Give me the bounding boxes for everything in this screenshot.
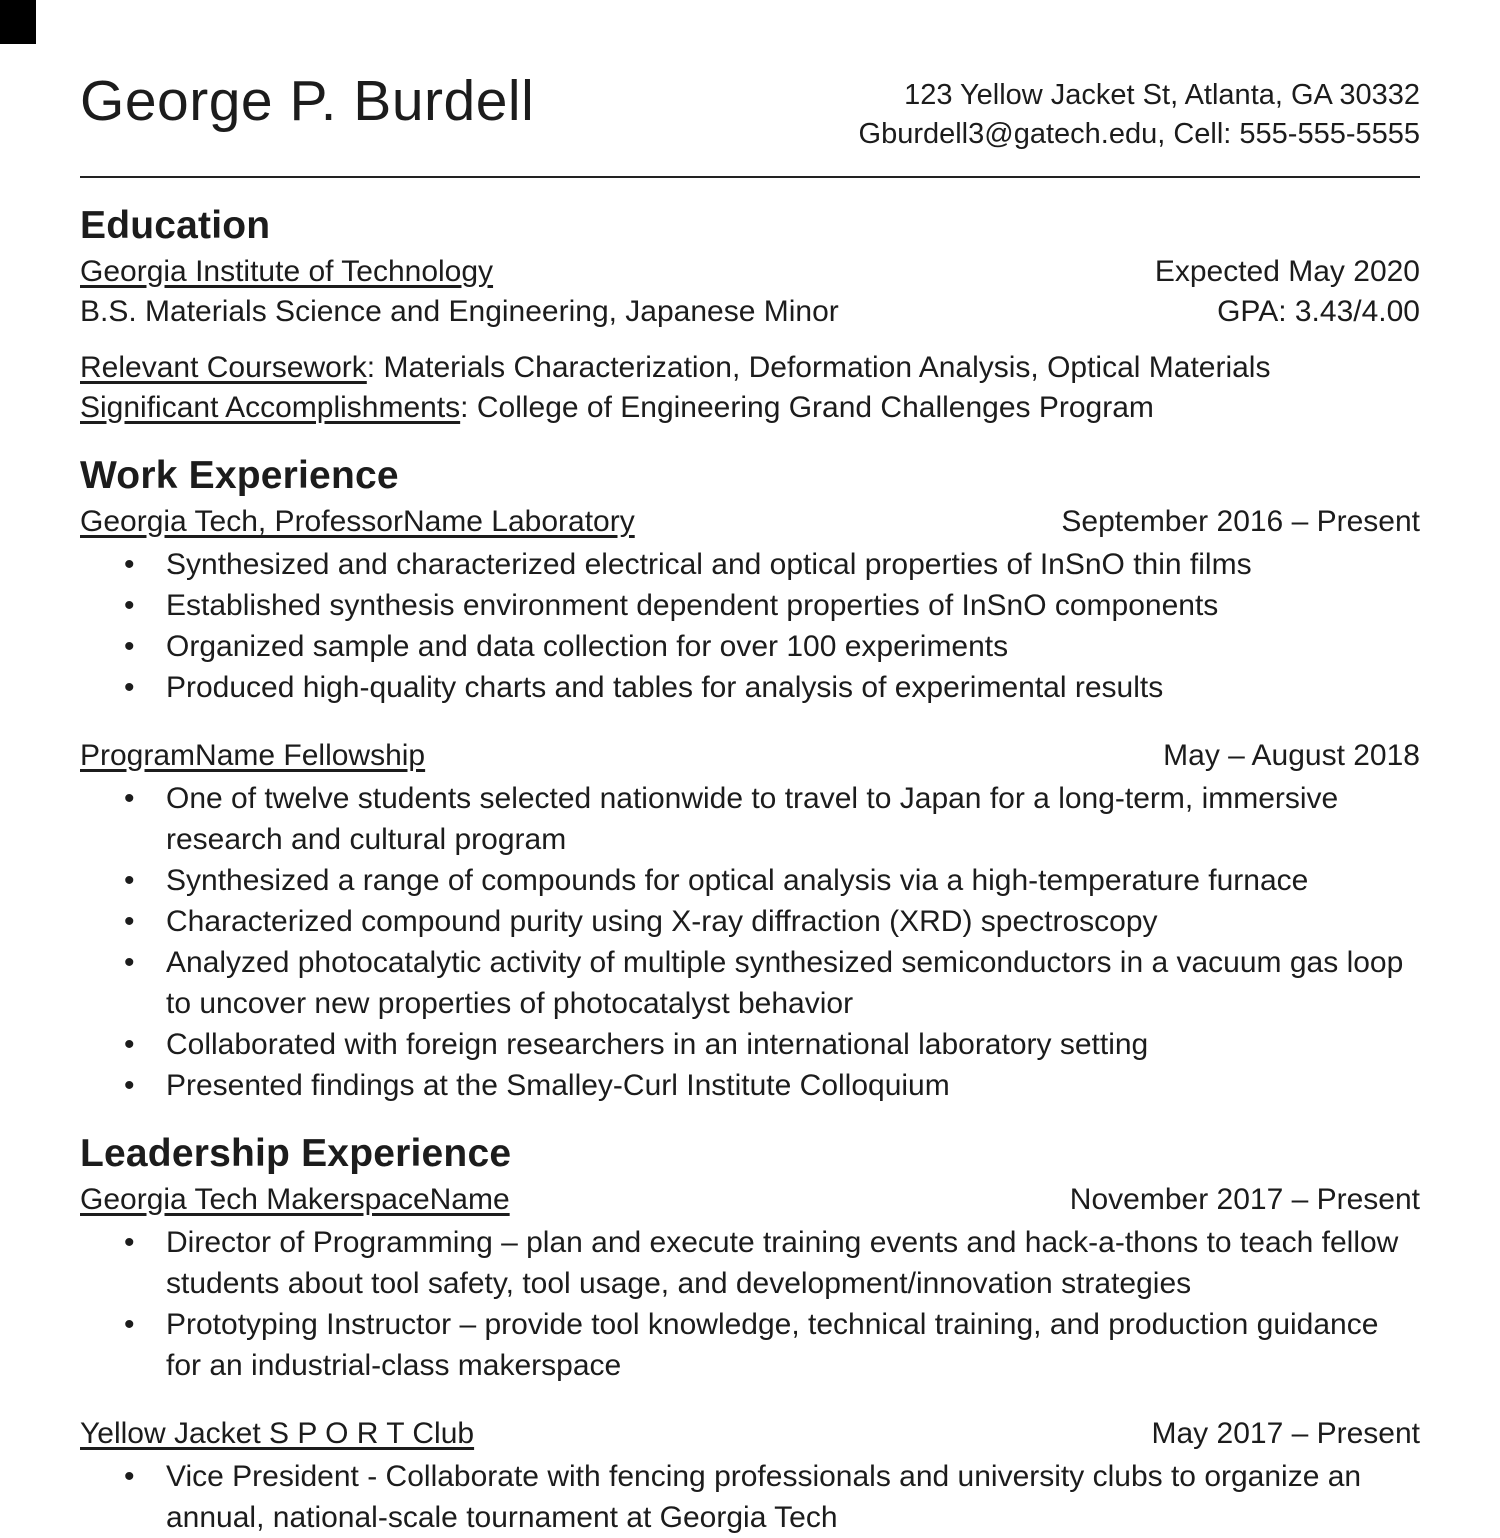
leadership-dates: November 2017 – Present [1069, 1183, 1420, 1216]
contact-line: Gburdell3@gatech.edu, Cell: 555-555-5555 [858, 118, 1420, 150]
leadership-entry-bullets [80, 1456, 1420, 1538]
person-name: George P. Burdell [80, 69, 535, 133]
address-line: 123 Yellow Jacket St, Atlanta, GA 30332 [904, 79, 1420, 111]
employment-dates: May – August 2018 [1163, 739, 1420, 772]
gpa: GPA: 3.43/4.00 [1217, 295, 1420, 328]
leadership-entry-title-row [80, 1414, 1420, 1454]
work-entry-title-row [80, 502, 1420, 542]
bullet-item: • Vice President - Collaborate with fencing professionals and university clubs to organize an annual, national-scale tournament at Georgia Tech [80, 1456, 1420, 1538]
bullet-item: • Prototyping Instructor – provide tool knowledge, technical training, and production guidance for an industrial-class makerspace [80, 1304, 1420, 1386]
organization-name: Georgia Tech MakerspaceName [80, 1183, 510, 1216]
school-name: Georgia Institute of Technology [80, 255, 494, 288]
leadership-experience-section [80, 1132, 1420, 1538]
employer-name: ProgramName Fellowship [80, 739, 426, 772]
bullet-item: • Characterized compound purity using X-ray diffraction (XRD) spectroscopy [80, 901, 1420, 942]
work-entry-bullets [80, 778, 1420, 1106]
bullet-item: • Produced high-quality charts and tables for analysis of experimental results [80, 667, 1420, 708]
education-school-row [80, 252, 1420, 292]
bullet-item: • Analyzed photocatalytic activity of multiple synthesized semiconductors in a vacuum gas loop to uncover new properties of photocatalyst behavior [80, 942, 1420, 1024]
leadership-experience-heading: Leadership Experience [80, 1132, 512, 1175]
work-entry-bullets [80, 544, 1420, 708]
coursework-label: Relevant Coursework [80, 351, 367, 384]
bullet-item: • Organized sample and data collection for over 100 experiments [80, 626, 1420, 667]
leadership-entry-title-row [80, 1180, 1420, 1220]
work-experience-section [80, 454, 1420, 1106]
page-corner-mark [0, 0, 36, 44]
organization-name: Yellow Jacket S P O R T Club [80, 1417, 475, 1450]
bullet-item: • Synthesized a range of compounds for optical analysis via a high-temperature furnace [80, 860, 1420, 901]
resume-header [80, 70, 1420, 154]
leadership-entry-bullets [80, 1222, 1420, 1386]
bullet-item: • Collaborated with foreign researchers in an international laboratory setting [80, 1024, 1420, 1065]
work-experience-heading: Work Experience [80, 454, 399, 497]
education-degree-row [80, 292, 1420, 332]
bullet-item: • Director of Programming – plan and execute training events and hack-a-thons to teach fellow students about tool safety, tool usage, and development/innovation strategies [80, 1222, 1420, 1304]
bullet-item: • Synthesized and characterized electrical and optical properties of InSnO thin films [80, 544, 1420, 585]
education-heading: Education [80, 204, 271, 247]
bullet-item: • One of twelve students selected nationwide to travel to Japan for a long-term, immersive research and cultural program [80, 778, 1420, 860]
bullet-item: • Presented findings at the Smalley-Curl Institute Colloquium [80, 1065, 1420, 1106]
coursework-text: : Materials Characterization, Deformation Analysis, Optical Materials [366, 351, 1271, 384]
bullet-item: • Established synthesis environment dependent properties of InSnO components [80, 585, 1420, 626]
accomplishments-line [80, 388, 1420, 428]
accomplishments-label: Significant Accomplishments [80, 391, 461, 424]
work-entry-title-row [80, 736, 1420, 776]
coursework-line [80, 348, 1420, 388]
education-section [80, 204, 1420, 428]
education-date: Expected May 2020 [1154, 255, 1420, 288]
leadership-dates: May 2017 – Present [1151, 1417, 1420, 1450]
contact-block [859, 70, 1420, 154]
employment-dates: September 2016 – Present [1061, 505, 1420, 538]
degree: B.S. Materials Science and Engineering, Japanese Minor [80, 295, 839, 328]
employer-name: Georgia Tech, ProfessorName Laboratory [80, 505, 635, 538]
accomplishments-text: : College of Engineering Grand Challenges Program [460, 391, 1154, 424]
header-divider [80, 176, 1420, 178]
